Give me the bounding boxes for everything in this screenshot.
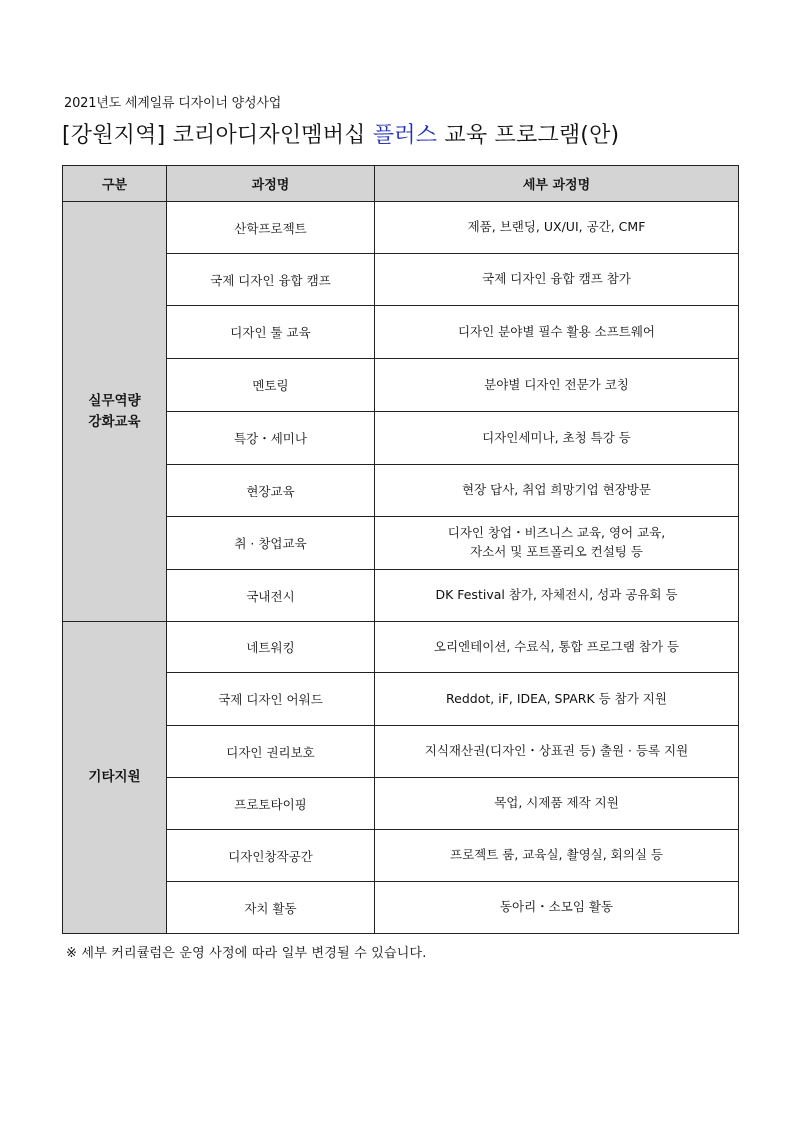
- course-cell: 멘토링: [167, 359, 375, 412]
- title-prefix: [강원지역] 코리아디자인멤버십: [62, 123, 373, 148]
- detail-cell: [375, 622, 739, 673]
- header-course: 과정명: [167, 166, 375, 202]
- detail-line: 목업, 시제품 제작 지원: [494, 795, 619, 811]
- detail-cell: [375, 465, 739, 517]
- detail-line: 동아리・소모임 활동: [499, 899, 614, 915]
- detail-line: 프로젝트 룸, 교육실, 촬영실, 회의실 등: [450, 847, 663, 863]
- detail-cell: [375, 359, 739, 412]
- detail-cell: [375, 830, 739, 882]
- category-line: 기타지원: [88, 769, 141, 786]
- detail-line: 오리엔테이션, 수료식, 통합 프로그램 참가 등: [433, 638, 680, 654]
- document-title: [62, 118, 619, 149]
- course-cell: 디자인 권리보호: [167, 726, 375, 778]
- course-cell: 디자인창작공간: [167, 830, 375, 882]
- course-cell: 자치 활동: [167, 882, 375, 934]
- program-table: [62, 165, 739, 934]
- course-cell: 산학프로젝트: [167, 202, 375, 254]
- course-cell: 취 · 창업교육: [167, 517, 375, 570]
- detail-line: 디자인세미나, 초청 특강 등: [482, 429, 631, 445]
- course-cell: 국제 디자인 융합 캠프: [167, 254, 375, 306]
- title-suffix: 교육 프로그램(안): [437, 123, 620, 148]
- footnote: ※ 세부 커리큘럼은 운영 사정에 따라 일부 변경될 수 있습니다.: [66, 946, 427, 961]
- detail-line: 지식재산권(디자인・상표권 등) 출원 · 등록 지원: [424, 743, 689, 759]
- table-row: [63, 202, 739, 254]
- title-highlight: 플러스: [372, 123, 438, 148]
- course-cell: 특강・세미나: [167, 412, 375, 465]
- table-header-row: [63, 166, 739, 202]
- header-category: 구분: [63, 166, 167, 202]
- category-line: 실무역량: [88, 393, 141, 410]
- detail-cell: [375, 306, 739, 359]
- detail-cell: [375, 517, 739, 570]
- course-cell: 현장교육: [167, 465, 375, 517]
- detail-cell: [375, 254, 739, 306]
- detail-cell: [375, 412, 739, 465]
- detail-line: 제품, 브랜딩, UX/UI, 공간, CMF: [467, 219, 646, 235]
- course-cell: 국내전시: [167, 570, 375, 622]
- course-cell: 프로토타이핑: [167, 778, 375, 830]
- detail-line: Reddot, iF, IDEA, SPARK 등 참가 지원: [446, 690, 667, 706]
- detail-cell: [375, 202, 739, 254]
- category-cell: [63, 622, 167, 934]
- course-cell: 네트워킹: [167, 622, 375, 673]
- course-cell: 디자인 툴 교육: [167, 306, 375, 359]
- detail-cell: [375, 673, 739, 726]
- table-body: [63, 202, 739, 934]
- detail-line: 국제 디자인 융합 캠프 참가: [482, 271, 631, 287]
- table-row: [63, 622, 739, 673]
- detail-cell: [375, 882, 739, 934]
- course-cell: 국제 디자인 어워드: [167, 673, 375, 726]
- document-subtitle: 2021년도 세계일류 디자이너 양성사업: [64, 96, 282, 111]
- detail-line: 디자인 창업・비즈니스 교육, 영어 교육,: [447, 525, 666, 541]
- detail-cell: [375, 778, 739, 830]
- category-cell: [63, 202, 167, 622]
- detail-cell: [375, 570, 739, 622]
- detail-line: 자소서 및 포트폴리오 컨설팅 등: [470, 544, 643, 559]
- category-line: 강화교육: [88, 413, 141, 430]
- detail-cell: [375, 726, 739, 778]
- detail-line: 분야별 디자인 전문가 코칭: [484, 376, 629, 392]
- detail-line: 디자인 분야별 필수 활용 소프트웨어: [457, 323, 656, 339]
- header-detail: 세부 과정명: [375, 166, 739, 202]
- detail-line: DK Festival 참가, 자체전시, 성과 공유회 등: [435, 587, 678, 603]
- detail-line: 현장 답사, 취업 희망기업 현장방문: [462, 482, 651, 498]
